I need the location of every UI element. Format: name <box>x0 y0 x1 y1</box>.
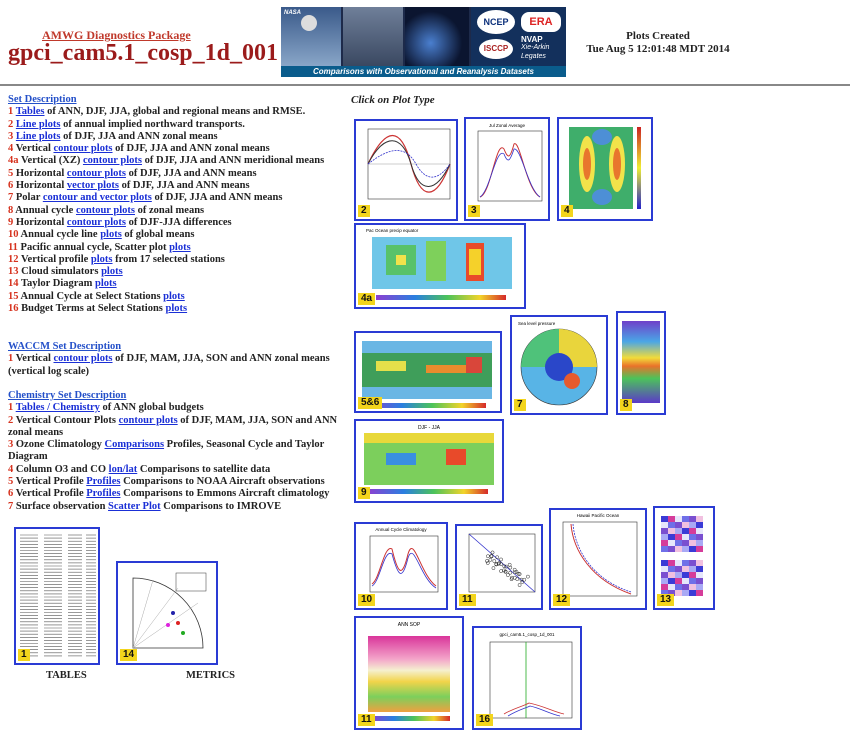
meridional-contour-preview <box>356 225 524 307</box>
set_description-item <box>8 131 348 143</box>
chemistry-item <box>8 501 348 513</box>
chemistry-section <box>8 390 348 513</box>
item-link[interactable]: contour plots <box>82 155 142 167</box>
plots-created-label: Plots Created <box>626 30 690 42</box>
thumb-number: 13 <box>657 594 674 606</box>
thumb-number: 5&6 <box>358 397 382 409</box>
item-link[interactable]: Tables <box>15 106 45 118</box>
chemistry-heading[interactable]: Chemistry Set Description <box>8 390 127 401</box>
metrics-thumbnail[interactable] <box>116 561 218 665</box>
item-text: Horizontal <box>15 167 67 179</box>
chemistry-item <box>8 402 348 414</box>
item-text: Annual Cycle at Select Stations <box>20 290 164 302</box>
chemistry-item <box>8 488 348 500</box>
set_description-item <box>8 168 348 180</box>
thumb-number: 12 <box>553 594 570 606</box>
plot-title: Sea level pressure <box>518 321 556 326</box>
item-number: 13 <box>8 266 19 278</box>
item-number: 3 <box>8 130 14 142</box>
set-description-section <box>8 94 348 315</box>
item-text: of DJF, JJA and ANN means <box>125 167 257 179</box>
item-link[interactable]: vector plots <box>66 180 119 192</box>
set_description-item <box>8 229 348 241</box>
item-text: Profiles, Seasonal Cycle and Taylor Diagram <box>8 439 325 463</box>
set_description-item <box>8 192 348 204</box>
thumb-number: 14 <box>120 649 137 661</box>
thumb-number: 11 <box>358 714 375 726</box>
item-link[interactable]: contour plots <box>66 216 126 228</box>
chemistry-item <box>8 415 348 440</box>
item-text: Vertical Profile <box>15 476 87 488</box>
set_description-item <box>8 106 348 118</box>
item-text: Horizontal <box>15 180 67 192</box>
waccm-section <box>8 341 348 378</box>
item-text: of DJF, MAM, JJA, SON and ANN zonal means <box>8 414 338 438</box>
package-title[interactable]: AMWG Diagnostics Package <box>42 28 191 42</box>
set9-thumbnail[interactable] <box>354 419 504 503</box>
thumb-number: 3 <box>468 205 480 217</box>
cloud-simulator-preview <box>655 508 713 608</box>
item-number: 6 <box>8 180 14 192</box>
nasa-logo: NASA <box>284 10 302 16</box>
set_description-heading[interactable]: Set Description <box>8 94 77 105</box>
waccm-contour-preview <box>356 618 462 728</box>
item-text: Annual cycle <box>15 204 76 216</box>
item-text: Pacific annual cycle, Scatter plot <box>20 241 170 253</box>
item-text: Horizontal <box>15 216 67 228</box>
set_description-item <box>8 266 348 278</box>
item-text: Vertical Profile <box>15 488 87 500</box>
item-number: 10 <box>8 229 19 241</box>
item-number: 4 <box>8 143 14 155</box>
item-link[interactable]: plots <box>163 290 185 302</box>
item-number: 16 <box>8 303 19 315</box>
set_description-item <box>8 119 348 131</box>
plot-title: Hawaii Pacific Ocean <box>576 513 620 518</box>
item-link[interactable]: Tables / Chemistry <box>15 402 100 414</box>
tables-preview <box>16 529 98 663</box>
item-link[interactable]: plots <box>95 278 117 290</box>
item-text: Ozone Climatology <box>15 439 105 451</box>
set8-thumbnail[interactable] <box>616 311 666 415</box>
item-number: 1 <box>8 402 14 414</box>
plot-title: Pac Ocean precip equator <box>366 228 419 233</box>
difference-map-preview <box>356 421 502 501</box>
item-number: 11 <box>8 241 18 253</box>
thumb-number: 10 <box>358 594 375 606</box>
set_description-item <box>8 155 348 167</box>
thumb-number: 11 <box>459 594 476 606</box>
xie-arkin-logo: Xie-Arkin <box>521 44 550 51</box>
item-text: Vertical (XZ) <box>20 155 83 167</box>
item-number: 2 <box>8 118 14 130</box>
item-text: of DJF, MAM, JJA, SON and ANN zonal means (vertical log scale) <box>8 353 330 377</box>
item-text: Comparisons to NOAA Aircraft observations <box>120 476 325 488</box>
thumb-number: 16 <box>476 714 493 726</box>
plots-created-date: Tue Aug 5 12:01:48 MDT 2014 <box>586 43 730 55</box>
balloon-icon <box>301 15 317 31</box>
isccp-logo: ISCCP <box>479 39 513 59</box>
set5-6-thumbnail[interactable] <box>354 331 502 413</box>
plot-title: Annual Cycle Climatology <box>375 527 427 532</box>
item-number: 1 <box>8 353 14 365</box>
set_description-item <box>8 205 348 217</box>
item-text: Vertical <box>15 143 54 155</box>
plots-created <box>578 30 738 56</box>
item-link[interactable]: lon/lat <box>108 463 138 475</box>
item-link[interactable]: Profiles <box>86 476 121 488</box>
header-divider <box>0 84 850 86</box>
item-link[interactable]: Profiles <box>86 488 121 500</box>
item-text: of DJF-JJA differences <box>125 216 232 228</box>
vertical-contour-preview <box>559 119 651 219</box>
nvap-logo: NVAP <box>521 35 543 44</box>
polar-plot-preview <box>512 317 606 413</box>
item-text: Vertical profile <box>20 253 91 265</box>
set7-thumbnail[interactable] <box>510 315 608 415</box>
taylor-diagram-preview <box>118 563 216 663</box>
chemistry-thumbnail[interactable] <box>472 626 582 730</box>
chemistry-profile-preview <box>474 628 580 728</box>
plot-title: gpci_cam5.1_cosp_1d_001 <box>499 632 555 637</box>
item-number: 4a <box>8 155 19 167</box>
set10-thumbnail[interactable] <box>354 522 448 610</box>
metrics-caption: METRICS <box>186 670 236 681</box>
item-number: 7 <box>8 500 14 512</box>
item-number: 1 <box>8 106 14 118</box>
item-number: 5 <box>8 167 14 179</box>
set_description-item <box>8 143 348 155</box>
transport-plot-preview <box>356 121 456 219</box>
item-text: Annual cycle line <box>20 229 101 241</box>
plot-title: DJF - JJA <box>418 425 440 431</box>
item-text: of global means <box>121 229 195 241</box>
set_description-item <box>8 278 348 290</box>
item-link[interactable]: Line plots <box>15 130 61 142</box>
set3-thumbnail[interactable] <box>464 117 550 221</box>
waccm-heading[interactable]: WACCM Set Description <box>8 341 122 352</box>
item-text: of ANN, DJF, JJA, global and regional means and RMSE. <box>44 106 306 118</box>
item-link[interactable]: plots <box>169 241 191 253</box>
set13-thumbnail[interactable] <box>653 506 715 610</box>
item-text: of ANN global budgets <box>99 402 204 414</box>
item-link[interactable]: contour plots <box>66 167 126 179</box>
item-text: of DJF, JJA and ANN means <box>151 192 283 204</box>
item-link[interactable]: Line plots <box>15 118 61 130</box>
item-text: of DJF, JJA and ANN zonal means <box>112 143 270 155</box>
thumb-number: 4a <box>358 293 375 305</box>
item-text: of DJF, JJA and ANN meridional means <box>141 155 325 167</box>
set4a-thumbnail[interactable] <box>354 223 526 309</box>
set12-thumbnail[interactable] <box>549 508 647 610</box>
item-link[interactable]: Comparisons <box>104 439 165 451</box>
set11-thumbnail[interactable] <box>455 524 543 610</box>
click-on-plot-type: Click on Plot Type <box>351 94 435 106</box>
set_description-item <box>8 303 348 315</box>
zonal-line-plot-preview <box>466 119 548 219</box>
thumb-number: 2 <box>358 205 370 217</box>
annual-cycle-contour-preview <box>618 313 664 413</box>
item-link[interactable]: contour and vector plots <box>42 192 152 204</box>
item-number: 5 <box>8 476 14 488</box>
item-text: of zonal means <box>135 204 205 216</box>
chemistry-item <box>8 439 348 464</box>
item-number: 7 <box>8 192 14 204</box>
thumb-number: 4 <box>561 205 573 217</box>
thumb-number: 7 <box>514 399 526 411</box>
era-logo: ERA <box>521 12 561 32</box>
set_description-item <box>8 180 348 192</box>
item-link[interactable]: plots <box>101 266 123 278</box>
item-text: Vertical Contour Plots <box>15 414 119 426</box>
item-text: from 17 selected stations <box>112 253 225 265</box>
set_description-item <box>8 291 348 303</box>
tables-caption: TABLES <box>46 670 87 681</box>
item-text: of DJF, JJA and ANN means <box>118 180 250 192</box>
thumb-number: 9 <box>358 487 370 499</box>
item-link[interactable]: contour plots <box>75 204 135 216</box>
legates-logo: Legates <box>521 53 546 60</box>
thumb-number: 1 <box>18 649 30 661</box>
item-link[interactable]: contour plots <box>53 353 113 365</box>
set2-thumbnail[interactable] <box>354 119 458 221</box>
item-link[interactable]: plots <box>100 229 122 241</box>
banner-image <box>281 7 566 77</box>
item-text: Comparisons to IMROVE <box>160 500 282 512</box>
item-text: Polar <box>15 192 43 204</box>
item-link[interactable]: contour plots <box>53 143 113 155</box>
set4-thumbnail[interactable] <box>557 117 653 221</box>
item-text: of annual implied northward transports. <box>60 118 245 130</box>
item-number: 8 <box>8 204 14 216</box>
item-text: Comparisons to satellite data <box>137 463 271 475</box>
item-number: 9 <box>8 216 14 228</box>
item-text: of DJF, JJA and ANN zonal means <box>60 130 218 142</box>
chemistry-item <box>8 464 348 476</box>
set_description-item <box>8 217 348 229</box>
item-number: 4 <box>8 463 14 475</box>
plot-title: Jul Zonal Average <box>489 123 525 128</box>
set_description-item <box>8 242 348 254</box>
item-link[interactable]: contour plots <box>118 414 178 426</box>
waccm-item <box>8 353 348 378</box>
item-text: Column O3 and CO <box>15 463 109 475</box>
item-text: Taylor Diagram <box>20 278 96 290</box>
item-number: 2 <box>8 414 14 426</box>
banner-caption: Comparisons with Observational and Reanalysis Datasets <box>281 66 566 77</box>
item-text: Cloud simulators <box>21 266 102 278</box>
item-text: Comparisons to Emmons Aircraft climatology <box>120 488 330 500</box>
waccm-set1-thumbnail[interactable] <box>354 616 464 730</box>
tables-thumbnail[interactable] <box>14 527 100 665</box>
item-number: 15 <box>8 290 19 302</box>
case-name-title: gpci_cam5.1_cosp_1d_001 <box>8 40 278 66</box>
item-number: 3 <box>8 439 14 451</box>
chemistry-item <box>8 476 348 488</box>
item-text: Surface observation <box>15 500 109 512</box>
set_description-item <box>8 254 348 266</box>
item-text: Vertical <box>15 353 54 365</box>
item-number: 6 <box>8 488 14 500</box>
item-number: 14 <box>8 278 19 290</box>
thumb-number: 8 <box>620 399 632 411</box>
item-link[interactable]: Scatter Plot <box>108 500 161 512</box>
plot-title: ANN SOP <box>397 622 421 628</box>
item-text: Budget Terms at Select Stations <box>21 303 166 315</box>
item-link[interactable]: plots <box>90 253 113 265</box>
item-link[interactable]: plots <box>165 303 188 315</box>
ncep-logo: NCEP <box>477 10 515 34</box>
item-number: 12 <box>8 253 19 265</box>
